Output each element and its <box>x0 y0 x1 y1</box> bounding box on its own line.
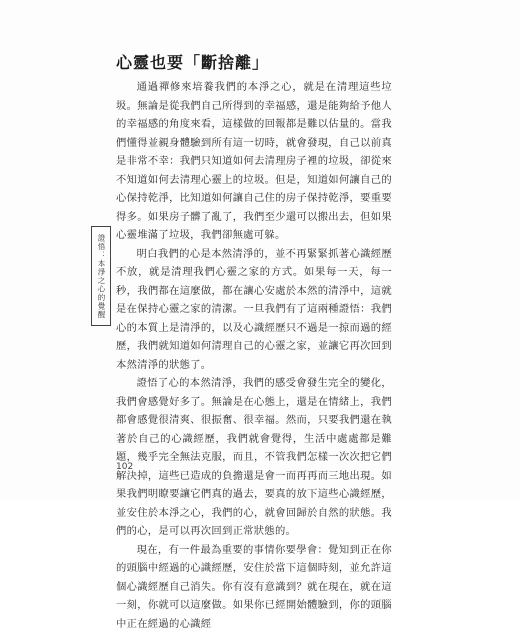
paragraph: 明白我們的心是本然清淨的，並不再緊緊抓著心識經歷不放，就是清理我們心靈之家的方式。如果每一天，每一秒，我們都在這麼做，都在讓心安處於本然的清淨中，這就是在保持心靈之家的清潔。一旦我們有了這兩種證悟：我們心的本質上是清淨的，以及心識經歷只不過是一掠而過的經歷，我們就知道如何清理自己的心靈之家，並讓它再次回到本然清淨的狀態了。 <box>116 245 392 375</box>
paragraph: 證悟了心的本然清淨，我們的感受會發生完全的變化，我們會感覺好多了。無論是在心態上，還是在情緒上，我們都會感覺很清爽、很振奮、很幸福。然而，只要我們還在執著於自己的心識經歷，我們就會覺得，生活中處處都是難題，幾乎完全無法克服，而且，不管我們怎樣一次次把它們解決掉，這些已造成的負擔還是會一而再再而三地出現。如果我們明瞭要讓它們真的過去，要真的放下這些心識經歷，並安住於本淨之心，我們的心，就會回歸於自然的狀態。我們的心，是可以再次回到正常狀態的。 <box>116 374 392 541</box>
section-title: 心靈也要「斷捨離」 <box>116 50 269 73</box>
chapter-side-tab: 證悟：本淨之心的覺醒 <box>91 226 111 326</box>
paragraph: 通過禪修來培養我們的本淨之心，就是在清理這些垃圾。無論是從我們自己所得到的幸福感，還是能夠給予他人的幸福感的角度來看，這樣做的回報都是難以估量的。當我們懂得並親身體驗到所有這一切時，就會發現，自己以前真是非常不幸：我們只知道如何去清理房子裡的垃圾，卻從來不知道如何去清理心靈上的垃圾。但是，知道如何讓自己的心保持乾淨，比知道如何讓自己住的房子保持乾淨，要重要得多。如果房子髒了亂了，我們至少還可以搬出去，但如果心靈堆滿了垃圾，我們卻無處可躲。 <box>116 78 392 245</box>
page-number: 102 <box>116 462 133 472</box>
paragraph: 現在，有一件最為重要的事情你要學會：覺知到正在你的頭腦中經過的心識經歷，安住於當下這個時刻，並允許這個心識經歷自己消失。你有沒有意識到？就在現在，就在這一刻，你就可以這麼做。如果你已經開始體驗到，你的頭腦中正在經過的心識經 <box>116 541 392 633</box>
body-text <box>116 78 392 633</box>
